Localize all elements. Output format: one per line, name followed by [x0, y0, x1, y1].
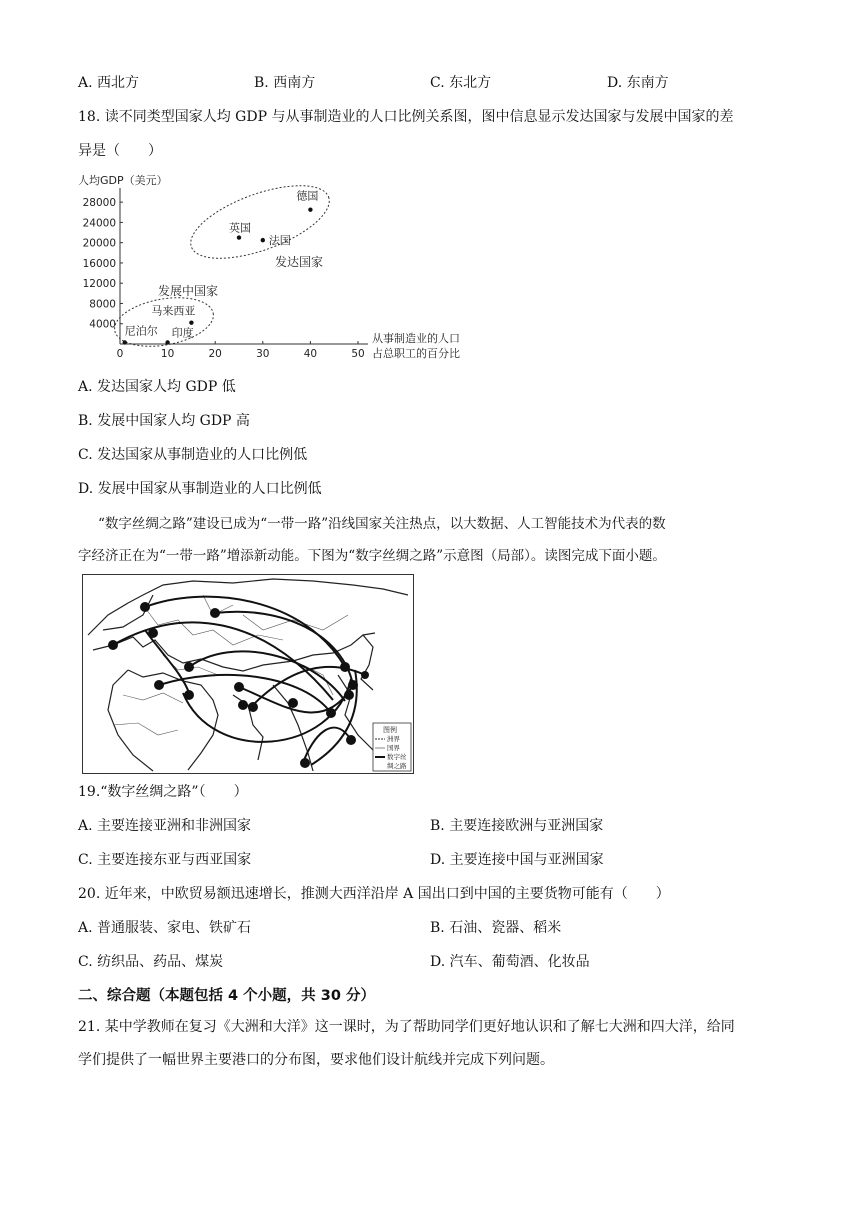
point-label: 尼泊尔	[124, 324, 158, 338]
x-tick-label: 10	[160, 348, 175, 360]
chart-xlabel-line1: 从事制造业的人口	[372, 332, 460, 345]
q17-option-b: B. 西南方	[254, 75, 316, 91]
q18-option-c: C. 发达国家从事制造业的人口比例低	[78, 447, 308, 463]
legend-country-border: 国界	[387, 744, 400, 752]
q17-option-d: D. 东南方	[607, 75, 669, 91]
passage-line2: 字经济正在为“一带一路”增添新动能。下图为“数字丝绸之路”示意图（局部）。读图完成下面小题。	[78, 548, 666, 564]
q20-option-c: C. 纺织品、药品、煤炭	[78, 954, 224, 970]
y-tick-label: 24000	[82, 217, 116, 230]
x-tick-label: 40	[303, 348, 318, 360]
q20-stem: 20. 近年来，中欧贸易额迅速增长，推测大西洋沿岸 A 国出口到中国的主要货物可能有（ ）	[78, 886, 670, 902]
q20-option-a: A. 普通服装、家电、铁矿石	[78, 920, 252, 936]
q18-stem-line2: 异是（ ）	[78, 143, 162, 159]
silk-road-routes	[113, 597, 365, 765]
q18-option-b: B. 发展中国家人均 GDP 高	[78, 413, 250, 429]
point-label: 法国	[268, 234, 291, 248]
q21-line2: 学们提供了一幅世界主要港口的分布图，要求他们设计航线并完成下列问题。	[78, 1052, 554, 1068]
point-印度	[165, 340, 169, 344]
point-label: 德国	[296, 189, 319, 203]
q18-option-a: A. 发达国家人均 GDP 低	[78, 379, 236, 395]
y-tick-label: 20000	[82, 237, 116, 250]
x-tick-label: 50	[351, 348, 365, 360]
x-tick-label: 0	[116, 348, 124, 360]
q18-stem-line1: 18. 读不同类型国家人均 GDP 与从事制造业的人口比例关系图，图中信息显示发达国家与发展中国家的差	[78, 109, 734, 125]
chart-ylabel: 人均GDP（美元）	[78, 174, 168, 187]
point-英国	[237, 235, 241, 239]
q20-option-b: B. 石油、瓷器、稻米	[430, 920, 562, 936]
y-tick-label: 8000	[89, 298, 116, 311]
q21-line1: 21. 某中学教师在复习《大洲和大洋》这一课时，为了帮助同学们更好地认识和了解七大洲和四大洋，给同	[78, 1019, 735, 1035]
point-label: 英国	[229, 221, 251, 235]
section2-heading: 二、综合题（本题包括 4 个小题，共 30 分）	[78, 988, 375, 1004]
q19-option-a: A. 主要连接亚洲和非洲国家	[78, 818, 252, 834]
map-borders	[113, 595, 348, 735]
developing-group-label: 发展中国家	[158, 284, 219, 298]
point-label: 印度	[171, 326, 194, 340]
point-德国	[308, 208, 312, 212]
y-tick-label: 4000	[89, 318, 116, 331]
legend-route-line2: 绸之路	[387, 762, 407, 770]
y-tick-label: 28000	[82, 197, 116, 210]
legend-continent-border: 洲界	[387, 735, 400, 743]
y-ticks	[83, 197, 123, 331]
chart-xlabel-line2: 占总职工的百分比	[372, 347, 460, 360]
q19-option-c: C. 主要连接东亚与西亚国家	[78, 852, 252, 868]
point-label: 马来西亚	[151, 304, 196, 318]
point-尼泊尔	[123, 340, 127, 344]
gdp-scatter-chart	[70, 168, 500, 368]
point-马来西亚	[189, 321, 193, 325]
q19-stem: 19.“数字丝绸之路”（ ）	[78, 784, 248, 800]
q19-option-d: D. 主要连接中国与亚洲国家	[430, 852, 604, 868]
digital-silk-road-map	[82, 574, 414, 774]
q17-option-c: C. 东北方	[430, 75, 492, 91]
legend-title: 图例	[383, 726, 397, 734]
q20-option-d: D. 汽车、葡萄酒、化妆品	[430, 954, 590, 970]
x-tick-label: 30	[256, 348, 270, 360]
x-tick-label: 20	[208, 348, 222, 360]
legend-route-line1: 数字丝	[387, 753, 407, 761]
q18-option-d: D. 发展中国家从事制造业的人口比例低	[78, 481, 322, 497]
q19-option-b: B. 主要连接欧洲与亚洲国家	[430, 818, 604, 834]
q17-option-a: A. 西北方	[78, 75, 140, 91]
developed-group-label: 发达国家	[275, 255, 324, 269]
y-tick-label: 16000	[82, 257, 116, 270]
point-法国	[261, 238, 265, 242]
y-tick-label: 12000	[82, 278, 116, 291]
passage-line1: “数字丝绸之路”建设已成为“一带一路”沿线国家关注热点，以大数据、人工智能技术为代表的数	[98, 516, 666, 532]
